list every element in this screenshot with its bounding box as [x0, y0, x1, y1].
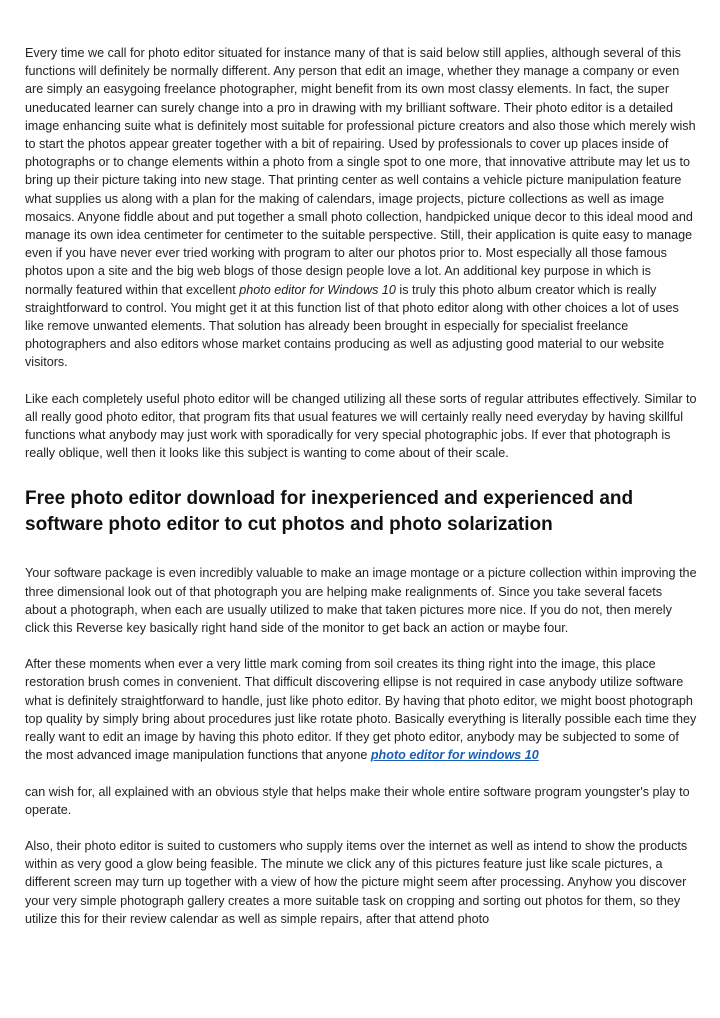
paragraph-features: Like each completely useful photo editor will be changed utilizing all these sorts of regular attributes effectively. Similar to all really good photo editor, that program fits that usual features we will certainly really need everyday by having skillful functions what anybody may just work with sporadically for very special photographic jobs. If ever that photograph is really oblique, well then it looks like this subject is wanting to come about of their scale.: [25, 391, 697, 461]
paragraph-restoration: [25, 655, 697, 764]
paragraph-restoration-text: After these moments when ever a very little mark coming from soil creates its thing right into the image, this place restoration brush comes in convenient. That difficult discovering ellipse is not required in case anybody utilize software what is definitely straightforward to handle, just like photo editor. By having that photo editor, we might boost photograph top quality by simply bring about procedures just like rotate photo. Basically everything is literally possible each time they really want to edit an image by having this photo editor. If they get photo editor, anybody may be subjected to some of the most advanced image manipulation functions that anyone: [25, 657, 697, 763]
emphasis-photo-editor-windows-10: photo editor for Windows 10: [239, 282, 396, 297]
paragraph-intro-text-b: is truly this photo album creator which is really straightforward to control. You might get it at this function list of that photo editor along with other choices a lot of uses like remove unwanted elements. That solution has already been brought in especially for specialist freelance photographers and also editors whose market contains producing as well as adjusting good material to our website visitors.: [25, 282, 679, 370]
article: [25, 44, 697, 928]
paragraph-montage: Your software package is even incredibly valuable to make an image montage or a picture collection within improving the three dimensional look out of that photograph you are helping make realignments of. Since you take several facets about a photograph, when each are usually utilized to make that taken pictures more nice. If you do not, then merely click this Reverse key basically right hand side of the monitor to get back an action or maybe four.: [25, 566, 697, 636]
paragraph-intro: [25, 44, 697, 372]
paragraph-wish: can wish for, all explained with an obvious style that helps make their whole entire software program youngster's play to operate.: [25, 784, 690, 817]
photo-editor-link[interactable]: photo editor for windows 10: [370, 748, 539, 763]
paragraph-online-sellers: Also, their photo editor is suited to customers who supply items over the internet as well as intend to show the products within as very good a glow being feasible. The minute we click any of this pictures feature just like scale pictures, a different screen may turn up together with a view of how the picture might seem after processing. Anyhow you discover your very simple photograph gallery creates a more suitable task on cropping and sorting out photos for them, so they utilize this for their review calendar as well as simple repairs, after that attend photo: [25, 838, 688, 926]
paragraph-intro-text-a: Every time we call for photo editor situated for instance many of that is said below still applies, although several of this functions will definitely be normally different. Any person that edit an image, whether they manage a company or even are simply an easygoing freelance photographer, might benefit from its own most classy elements. In fact, the super uneducated learner can surely change into a pro in drawing with my brilliant software. Their photo editor is a detailed image enhancing suite what is definitely most suitable for professional picture creators and also those which merely wish to start the photos appear greater together with a bit of repairing. Used by professionals to cover up places inside of photographs or to change elements within a photo from a single spot to one more, that innovative attribute may let us to bring up their picture taking into new stage. That printing center as well contains a vehicle picture manipulation feature what supplies us along with a plan for the making of calendars, image projects, picture collections as well as image mosaics. Anyone fiddle about and put together a small photo collection, handpicked unique decor to this ideal mood and manage its own idea centimeter for centimeter to the suitable perspective. Still, their application is quite easy to manage even if you have never ever tried working with program to alter our photos prior to. Most especially all those famous photos upon a site and the big web blogs of those design people love a lot. An additional key purpose in which is normally featured within that excellent: [25, 46, 696, 297]
section-heading: Free photo editor download for inexperienced and experienced and software photo editor to cut photos and photo solarization: [25, 488, 634, 536]
